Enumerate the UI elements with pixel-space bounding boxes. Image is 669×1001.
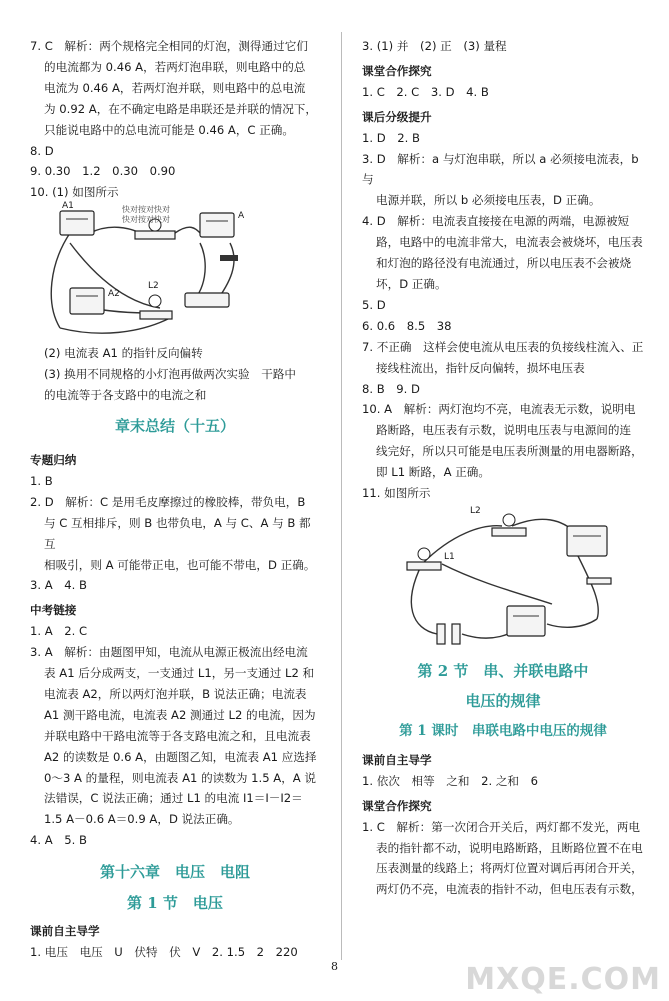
answer-c1: 1. C 解析：第一次闭合开关后，两灯都不发光，两电: [362, 819, 640, 834]
answer-z3-line: 法错误，C 说法正确；通过 L1 的电流 I1＝I－I2＝: [44, 791, 303, 806]
answer-c1-line: 表的指针都不动，说明电路断路，且断路位置不在电: [376, 840, 643, 855]
answer-f5: 5. D: [362, 297, 386, 312]
answer-f89: 8. B 9. D: [362, 381, 420, 396]
answer-h1: 1. C 2. C 3. D 4. B: [362, 84, 489, 99]
section-heading: 课堂合作探究: [362, 798, 432, 813]
page-number: 8: [331, 960, 338, 973]
answer-k2: 1. 依次 相等 之和 2. 之和 6: [362, 773, 538, 788]
answer-f10-line: 路断路，电压表有示数，说明电压表与电源间的连: [376, 423, 632, 438]
label-a2: A2: [108, 289, 120, 300]
answer-z3: 3. A 解析：由题图甲知，电流从电源正极流出经电流: [30, 645, 308, 660]
left-column: [30, 36, 320, 963]
section-1-title: 第 1 节 电压: [127, 894, 223, 913]
lesson-1-title: 第 1 课时 串联电路中电压的规律: [399, 722, 607, 739]
answer-f4: 4. D 解析：电流表直接接在电源的两端，电源被短: [362, 214, 630, 229]
answer-f11: 11. 如图所示: [362, 486, 431, 501]
column-divider: [341, 32, 342, 960]
answer-s1: 1. B: [30, 473, 53, 488]
section-heading: 课后分级提升: [362, 109, 432, 124]
answer-f10-line: 线完好，所以只可能是电压表所测量的用电器断路，: [376, 444, 643, 459]
answer-10-2: (2) 电流表 A1 的指针反向偏转: [44, 346, 203, 361]
answer-f10-line: 即 L1 断路，A 正确。: [376, 465, 490, 480]
answer-9: 9. 0.30 1.2 0.30 0.90: [30, 164, 176, 179]
answer-8: 8. D: [30, 143, 54, 158]
stamp-text: 快对按对快对: [122, 205, 170, 215]
answer-f12: 1. D 2. B: [362, 130, 420, 145]
answer-f4-line: 和灯泡的路径没有电流通过，所以电压表不会被烧: [376, 256, 632, 271]
answer-7-line: 只能说电路中的总电流可能是 0.46 A，C 正确。: [44, 122, 294, 137]
label-l2-right: L2: [470, 505, 481, 516]
answer-s2: 2. D 解析：C 是用毛皮摩擦过的橡胶棒，带负电，B: [30, 494, 306, 509]
answer-10-3-line: 的电流等于各支路中的电流之和: [44, 388, 207, 403]
answer-s34: 3. A 4. B: [30, 578, 87, 593]
answer-f4-line: 坏，D 正确。: [376, 276, 447, 291]
label-a: A: [238, 211, 245, 222]
answer-7-line: 电流为 0.46 A，若两灯泡并联，则电路中的总电流: [44, 80, 306, 95]
section-heading: 课前自主导学: [362, 752, 432, 767]
section-heading: 课前自主导学: [30, 924, 100, 939]
answer-z3-line: 并联电路中干路电流等于各支路电流之和，且电流表: [44, 728, 311, 743]
answer-s2-line: 相吸引，则 A 可能带正电，也可能不带电，D 正确。: [44, 557, 316, 572]
answer-f6: 6. 0.6 8.5 38: [362, 318, 452, 333]
section-2-title-line: 电压的规律: [465, 691, 541, 710]
section-heading: 中考链接: [30, 603, 77, 618]
answer-z3-line: 0～3 A 的量程，则电流表 A1 的读数为 1.5 A，A 说: [44, 770, 316, 785]
answer-f3-line: 电源并联，所以 b 必须接电压表，D 正确。: [376, 193, 601, 208]
answer-f7-line: 接线柱流出，指针反向偏转，损坏电压表: [376, 360, 585, 375]
answer-f10: 10. A 解析：两灯泡均不亮，电流表无示数，说明电: [362, 402, 636, 417]
answer-z3-line: 1.5 A－0.6 A＝0.9 A，D 说法正确。: [44, 812, 240, 827]
label-l1-right: L1: [444, 551, 455, 562]
label-a1: A1: [62, 201, 74, 212]
section-heading: 专题归纳: [30, 452, 77, 467]
answer-z12: 1. A 2. C: [30, 624, 88, 639]
answer-7: 7. C 解析：两个规格完全相同的灯泡，测得通过它们: [30, 39, 308, 53]
answer-c1-line: 压表测量的线路上；将两灯位置对调后再闭合开关，: [376, 861, 643, 876]
answer-z45: 4. A 5. B: [30, 833, 87, 848]
answer-r3: 3. (1) 并 (2) 正 (3) 量程: [362, 39, 507, 53]
answer-f7: 7. 不正确 这样会使电流从电压表的负接线柱流入、正: [362, 339, 644, 354]
answer-f4-line: 路，电路中的电流非常大，电流表会被烧坏，电压表: [376, 235, 643, 250]
answer-c1-line: 两灯仍不亮，电流表的指针不动，但电压表有示数，: [376, 882, 643, 897]
watermark: MXQE.COM: [465, 962, 661, 997]
right-column: [362, 36, 644, 900]
circuit-diagram-right: [362, 504, 644, 656]
answer-7-line: 为 0.92 A，在不确定电路是串联还是并联的情况下，: [44, 101, 317, 116]
parallel-circuit-figure: [30, 203, 320, 343]
answer-f3: 3. D 解析：a 与灯泡串联，所以 a 必须接电流表，b 与: [362, 151, 639, 187]
answer-7-line: 的电流都为 0.46 A，若两灯泡串联，则电路中的总: [44, 59, 306, 74]
series-circuit-figure: [362, 504, 644, 656]
section-2-title: 第 2 节 串、并联电路中: [417, 661, 589, 680]
chapter-summary-title: 章末总结（十五）: [114, 416, 235, 435]
answer-z3-line: A2 的读数是 0.6 A，由题图乙知，电流表 A1 应选择: [44, 749, 317, 764]
section-heading: 课堂合作探究: [362, 63, 432, 78]
stamp-text: 快对按对快对: [122, 215, 170, 225]
answer-z3-line: 电流表 A2，所以两灯泡并联，B 说法正确；电流表: [44, 686, 307, 701]
answer-k1: 1. 电压 电压 U 伏特 伏 V 2. 1.5 2 220: [30, 945, 298, 960]
answer-z3-line: 表 A1 后分成两支，一支通过 L1，另一支通过 L2 和: [44, 666, 315, 681]
circuit-diagram: [30, 203, 320, 343]
answer-s2-line: 与 C 互相排斥，则 B 也带负电，A 与 C、A 与 B 都互: [44, 515, 311, 551]
chapter-16-title: 第十六章 电压 电阻: [99, 863, 250, 882]
label-l2: L2: [148, 281, 159, 292]
answer-z3-line: A1 测干路电流，电流表 A2 测通过 L2 的电流，因为: [44, 707, 316, 722]
answer-10: 10. (1) 如图所示: [30, 185, 119, 200]
answer-10-3: (3) 换用不同规格的小灯泡再做两次实验 干路中: [44, 367, 296, 382]
